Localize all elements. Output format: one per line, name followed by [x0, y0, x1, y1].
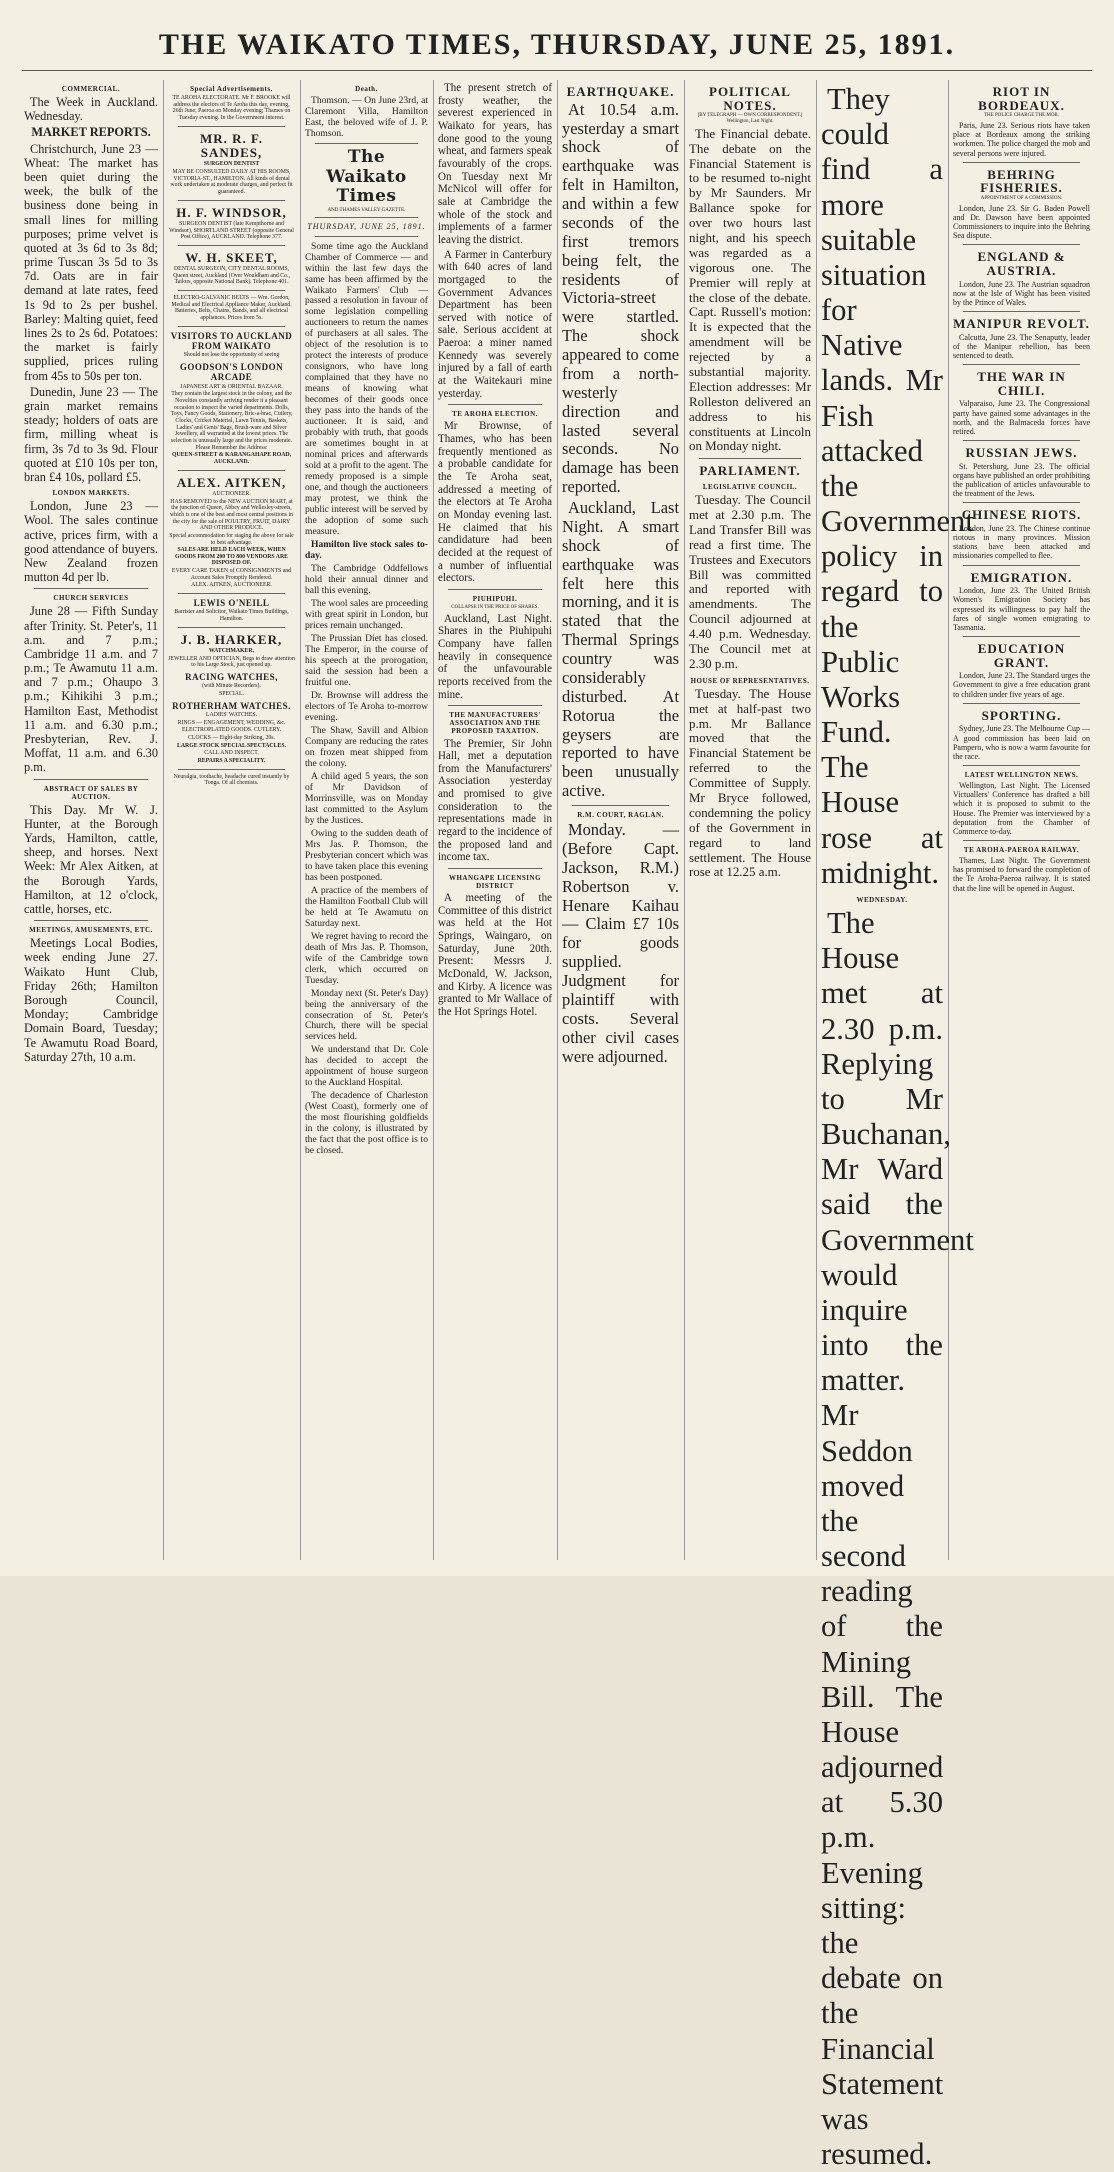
masthead-rule [22, 70, 1092, 71]
column-divider [300, 80, 301, 1560]
section-rule [963, 703, 1080, 704]
russian-jews-para: St. Petersburg, June 23. The official organs have published an order prohibiting the publication of articles unfavourable to the treatment of the Jews. [953, 461, 1090, 499]
piuhipuhi-para: Auckland, Last Night. Shares in the Piuhipuhi Company have fallen heavily in consequence of the unfavourable reports received from the mine. [438, 612, 552, 701]
behring-heading: BEHRING FISHERIES. [980, 166, 1063, 196]
accident-para: A Farmer in Canterbury with 640 acres of land mortgaged to the Government Advances Department has been served with notice of sale. Serious accident at Paeroa: a miner named Kennedy was severely injured by a fall of earth at the Waitekauri mine yesterday. [438, 248, 552, 400]
sandes-name: MR. R. F. SANDES, [199, 130, 264, 160]
rings-line: RINGS — ENGAGEMENT, WEDDING, &c. [177, 719, 286, 726]
leader-article: Some time ago the Auckland Chamber of Commerce — and within the last few days the same has been affirmed by the Waikato Farmers' Club — passed a resolution in favour of some legislation compelling auctioneers to return the names of purchasers at all sales. The object of the resolution is to protect the interests of produce consignors, who have long complained that they have no means of knowing what becomes of their goods once they pass into the hands of the auctioneer. It is said, and probably with truth, that goods are sometimes bought in at nominal prices and afterwards sold at a profit to the agent. The remedy proposed is a simple one, and though the auctioneers may protest, we think the public interest will be served by the adoption of some such measure. [305, 240, 428, 538]
local-item: Owing to the sudden death of Mrs Jas. P. Thomson, the Presbyterian concert which was to have taken place this evening has been postponed. [305, 827, 428, 883]
arcade-text: They contain the largest stock in the colony, and the Novelties constantly arriving render it a pleasant occasion to inspect the varied departments. Dolls, Toys, Fancy Goods, Stationery, Bric-a-brac, Cutlery, Clocks, Cricket Material, Lawn Tennis, Baskets, Ladies' and Gents' Bags, Brush-ware and Silver Jewellery, all warranted at the lowest prices. The selection is unusually large and the prices moderate. Please Remember the Address: [170, 391, 293, 451]
emigration-heading: EMIGRATION. [970, 569, 1073, 585]
railway-heading: TE AROHA-PAEROA RAILWAY. [963, 846, 1080, 855]
column-divider [557, 80, 558, 1560]
house-heading: HOUSE OF REPRESENTATIVES. [690, 676, 810, 685]
column-4 [438, 80, 552, 1560]
column-divider [433, 80, 434, 1560]
wednesday-para: The House met at 2.30 p.m. Replying to Mr Buchanan, Mr Ward said the Government would inquire into the matter. Mr Seddon moved the second reading of the Mining Bill. The House adjourned at 5.30 p.m. Evening sitting: the debate on the Financial Statement was resumed. [821, 906, 974, 2172]
local-item: The Prussian Diet has closed. The Emperor, in the course of his speech at the prorogation, said the session had been a fruitful one. [305, 633, 428, 688]
local-item: Monday next (St. Peter's Day) being the anniversary of the consecration of St. Peter's Church, there will be special services held. [305, 987, 428, 1043]
council-para: Tuesday. The Council met at 2.30 p.m. The Land Transfer Bill was read a first time. The Trustees and Executors Bill was committed and reported with amendments. The Council adjourned at 4.40 p.m. Wednesday. The Council met at 2.30 p.m. [689, 492, 811, 671]
section-rule [963, 311, 1080, 312]
column-8-cable-news [953, 80, 1090, 1560]
commercial-subheading: MARKET REPORTS. [31, 125, 151, 140]
section-rule [963, 244, 1080, 245]
special-ads-heading: Special Advertisements. [190, 85, 273, 93]
licensing-heading: WHANGAPE LICENSING DISTRICT [448, 874, 542, 891]
aitken-title: AUCTIONEER. [212, 490, 251, 497]
court-heading: R.M. COURT, RAGLAN. [577, 811, 664, 820]
skeet-name: W. H. SKEET, [185, 249, 278, 265]
church-heading: CHURCH SERVICES [53, 594, 129, 603]
electroplated-line: ELECTROPLATED GOODS. CUTLERY. [181, 727, 282, 734]
harker-title: WATCHMAKER, [208, 648, 255, 655]
london-heading: LONDON MARKETS. [52, 489, 130, 498]
earthquake-para: At 10.54 a.m. yesterday a smart shock of earthquake was felt in Hamilton, and within a few seconds of the first tremors being felt, the residents of Victoria-street were startled. The shock appeared to come from a north-westerly direction and lasted several seconds. No damage has been reported. [562, 99, 679, 497]
visitors-line: VISITORS TO AUCKLAND FROM WAIKATO [170, 330, 293, 352]
section-rule [315, 217, 418, 218]
debate-para: They could find a more suitable situation for Native lands. Mr Fish attacked the Government policy in regard to the Public Works Fund. The House rose at midnight. [821, 82, 974, 890]
special-line: SPECIAL. [219, 691, 244, 698]
date-line: THURSDAY, JUNE 25, 1891. [307, 222, 426, 232]
section-rule [699, 458, 801, 459]
sporting-para: Sydney, June 23. The Melbourne Cup — A good commission has been laid on Pampero, who is now a warm favourite for the race. [953, 724, 1090, 761]
section-rule [178, 627, 285, 628]
meetings-para: Meetings Local Bodies, week ending June 27. Waikato Hunt Club, Friday 26th; Hamilton Borough Council, Monday; Cambridge Domain Board, Tuesday; Te Awamutu Road Board, Saturday 27th, 10 a.m. [24, 936, 158, 1064]
harker-name: J. B. HARKER, [180, 631, 283, 647]
manipur-para: Calcutta, June 23. The Senaputty, leader of the Manipur rebellion, has been sentenced to death. [953, 332, 1090, 361]
arcade-sub: JAPANESE ART & ORIENTAL BAZAAR. [180, 383, 283, 390]
local-item: The wool sales are proceeding with great spirit in London, but prices remain unchanged. [305, 598, 428, 632]
section-rule [178, 126, 285, 127]
behring-para: London, June 23. Sir G. Baden Powell and Dr. Dawson have been appointed Commissioners to inquire into the Behring Sea dispute. [953, 203, 1090, 241]
paper-subtitle: AND THAMES VALLEY GAZETTE. [327, 207, 406, 213]
section-rule [448, 868, 542, 869]
bordeaux-subheading: THE POLICE CHARGE THE MOB. [983, 113, 1060, 119]
chinese-riots-para: London, June 23. The Chinese continue riotous in many provinces. Mission stations have been attacked and missionaries compelled to flee. [953, 523, 1090, 561]
column-divider [163, 80, 164, 1560]
section-rule [963, 364, 1080, 365]
aitken-care: EVERY CARE TAKEN of CONSIGNMENTS and Account Sales Promptly Rendered. [171, 568, 292, 581]
ladies-watches: LADIES' WATCHES. [205, 712, 258, 719]
wednesday-heading: WEDNESDAY. [856, 895, 908, 904]
local-item: A child aged 5 years, the son of Mr Davidson of Morrinsville, was on Monday last committed to the Asylum by the Justices. [305, 770, 428, 826]
local-item-heading: Hamilton live stock sales to-day. [305, 539, 428, 562]
call-line: CALL AND INSPECT. [204, 750, 259, 757]
section-rule [963, 636, 1080, 637]
section-rule [963, 565, 1080, 566]
column-divider [816, 80, 817, 1560]
section-rule [315, 143, 418, 144]
bordeaux-heading: RIOT IN BORDEAUX. [978, 84, 1065, 113]
column-divider [684, 80, 685, 1560]
emigration-para: London, June 23. The United British Women's Emigration Society has expressed its willingness to pay half the fares of single women emigrating to Tasmania. [953, 586, 1090, 632]
aitken-name: ALEX. AITKEN, [176, 474, 287, 490]
death-notice: Thomson. — On June 23rd, at Claremont Villa, Hamilton East, the beloved wife of J. P. Thomson. [305, 95, 428, 139]
aitken-sales: SALES ARE HELD EACH WEEK, WHEN GOODS FROM 200 TO 800 VENDORS ARE DISPOSED OF. [174, 547, 289, 567]
austria-heading: ENGLAND & AUSTRIA. [977, 249, 1066, 278]
repairs-line: REPAIRS A SPECIALITY. [197, 757, 266, 764]
wellington-heading: LATEST WELLINGTON NEWS. [964, 771, 1079, 780]
licensing-para: A meeting of the Committee of this district was held at the Hot Springs, Waingaro, on Saturday, June 20th. Present: Messrs J. McDonald, W. Jackson, and Kirby. A licence was granted to Mr Wallace of the Hot Springs Hotel. [438, 892, 552, 1019]
manufacturers-para: The Premier, Sir John Hall, met a deputation from the Manufacturers' Association yesterday and promised to give consideration to the representations made in regard to the incidence of the proposed land and income tax. [438, 737, 552, 864]
oneill-name: LEWIS O'NEILL [193, 598, 270, 609]
commercial-para: Dunedin, June 23 — The grain market remains steady; holders of oats are firm, milling wheat is firm, 3s 7d to 3s 9d. Flour quoted at £10 10s per ton, bran £4 10s, pollard £5. [24, 384, 158, 484]
political-notes-para: The Financial debate. The debate on the Financial Statement is to be resumed to-night by Mr Saunders. Mr Ballance spoke for over two hours last night, and his speech was regarded as a vigorous one. The Premier will reply at the close of the debate. Capt. Russell's motion: It is expected that the amendment will be rejected by a substantial majority. Election addresses: Mr Rolleston delivered an address to his constituents at Lincoln on Monday night. [689, 125, 811, 454]
education-heading: EDUCATION GRANT. [977, 641, 1066, 670]
spectacles-line: LARGE STOCK SPECIAL SPECTACLES. [177, 742, 286, 749]
windsor-text: SURGEON DENTIST (late Kempthorne and Windsor), SHORTLAND STREET (opposite General Post Office), AUCKLAND. Telephone 377. [169, 220, 294, 241]
piuhipuhi-heading: PIUHIPUHI. [472, 594, 518, 603]
electorate-notice: TE AROHA ELECTORATE. Mr F. BROOKE will address the electors of Te Aroha this day, evening, 26th June; Paeroa on Monday evening; Thames on Tuesday evening. In the Government interest. [172, 95, 291, 122]
education-para: London, June 23. The Standard urges the Government to give a free education grant to children under five years of age. [953, 671, 1090, 699]
skeet-text: DENTAL SURGEON, CITY DENTAL ROOMS, Queen street, Auckland (Over Wouldham and Co., Tailors, opposite National Bank). Telephone 401. [173, 266, 290, 286]
section-rule [34, 779, 148, 780]
arcade-name: GOODSON'S LONDON ARCADE [179, 362, 284, 383]
political-notes-heading: POLITICAL NOTES. [709, 84, 791, 113]
chili-para: Valparaiso, June 23. The Congressional party have gained some advantages in the north, and the Balmaceda forces have retired. [953, 399, 1090, 436]
racing-watches: RACING WATCHES, [185, 672, 278, 683]
section-rule [448, 705, 542, 706]
harker-text: JEWELLER AND OPTICIAN, Begs to draw attention to his Large Stock, just opened up. [168, 655, 295, 669]
bordeaux-para: Paris, June 23. Serious riots have taken place at Bordeaux among the striking workmen. The police charged the mob and several persons were injured. [953, 121, 1090, 158]
section-rule [963, 765, 1080, 766]
court-para: Monday. — (Before Capt. Jackson, R.M.) Robertson v. Henare Kaihau — Claim £7 10s for goods supplied. Judgment for plaintiff with costs. Several other civil cases were adjourned. [562, 820, 679, 1066]
railway-para: Thames, Last Night. The Government has promised to forward the completion of the Te Aroha-Paeroa railway. It is stated that the line will be opened in August. [953, 856, 1090, 893]
windsor-name: H. F. WINDSOR, [176, 204, 287, 220]
column-5 [562, 80, 679, 1560]
section-rule [572, 805, 669, 806]
column-6 [689, 80, 811, 1560]
section-rule [178, 326, 285, 327]
wellington-para: Wellington, Last Night. The Licensed Victuallers' Conference has drafted a bill which it is proposed to submit to the House. The Premier was interviewed by a deputation from the Chamber of Commerce to-day. [953, 781, 1090, 836]
section-rule [178, 245, 285, 246]
visitors-sub: Should not lose the opportunity of seeing [183, 352, 280, 359]
local-item: We regret having to record the death of Mrs Jas. P. Thomson, wife of the Cambridge town clerk, which occurred on Tuesday. [305, 930, 428, 986]
commercial-heading: COMMERCIAL. [61, 85, 121, 93]
abstract-para: This Day. Mr W. J. Hunter, at the Borough Yards, Hamilton, cattle, sheep, and horses. Next Week: Mr Alex Aitken, at the Borough Yards, Hamilton, at 12 o'clock, cattle, horses, etc. [24, 802, 158, 916]
section-rule [448, 404, 542, 405]
sporting-heading: SPORTING. [981, 707, 1062, 723]
rotherham-watches: ROTHERHAM WATCHES. [172, 700, 291, 711]
local-item: Dr. Brownse will address the electors of Te Aroha to-morrow evening. [305, 689, 428, 723]
oneill-text: Barrister and Solicitor, Waikato Times Buildings, Hamilton. [174, 609, 289, 623]
death-heading: Death. [355, 85, 378, 93]
section-rule [963, 162, 1080, 163]
column-7 [821, 80, 974, 2172]
aitken-signature: ALEX. AITKEN, AUCTIONEER. [191, 582, 272, 589]
church-para: June 28 — Fifth Sunday after Trinity. St. Peter's, 11 a.m. and 7 p.m.; Cambridge 11 a.m. and 7 p.m.; Te Awamutu 11 a.m. and 7 p.m.; Ohaupo 3 p.m.; Kihikihi 3 p.m.; Hamilton East, Methodist 11 a.m. and 6.30 p.m.; Presbyterian, Rev. J. Moffat, 11 a.m. and 6.30 p.m. [24, 604, 158, 775]
house-para: Tuesday. The House met at half-past two p.m. Mr Ballance moved that the Financial Statement be referred to the Committee of Supply. Mr Bryce followed, condemning the policy of the Government in regard to land settlement. The House rose at 12.25 a.m. [689, 685, 811, 880]
commercial-para: The Week in Auckland. Wednesday. [24, 95, 158, 124]
section-rule [963, 502, 1080, 503]
earthquake-auckland-para: Auckland, Last Night. A smart shock of earthquake was felt here this morning, and it is stated that the Thermal Springs country was considerably disturbed. At Rotorua the geysers are reported to have been unusually active. [562, 498, 679, 801]
commercial-para: Christchurch, June 23 — Wheat: The market has been quiet during the week, the bulk of the business done being in small lines for milling purposes; prime velvet is quoted at 3s 6d to 3s 8d; prime Tuscan 3s 5d to 3s 7d. Oats are in fair demand at late rates, feed 1s 9d to 2s per bushel. Barley: Malting quiet, feed lines 2s to 2s 6d. Potatoes: the market is fairly supplied, prices ruling from 45s to 50s per ton. [24, 141, 158, 383]
local-item: The Cambridge Oddfellows hold their annual dinner and ball this evening. [305, 563, 428, 597]
section-rule [448, 589, 542, 590]
local-item: The decadence of Charleston (West Coast), formerly one of the most flourishing goldfields in the colony, is illustrated by the fact that the post office is to be closed. [305, 1090, 428, 1157]
electro-belts-text: ELECTRO-GALVANIC BELTS — Wm. Gordon, Medical and Electrical Appliance Maker, Auckland. Batteries, Belts, Chains, Bands, and all electrical appliances. Prices from 5s. [171, 295, 292, 322]
arcade-address: QUEEN-STREET & KARANGAHAPE ROAD, AUCKLAND. [171, 452, 292, 465]
section-rule [34, 588, 148, 589]
political-notes-byline: [BY TELEGRAPH — OWN CORRESPONDENT.] Wellington, Last Night. [697, 113, 803, 125]
racing-sub: (with Minute Recorders). [202, 683, 261, 690]
column-3-editorial [305, 80, 428, 1560]
local-item: The Shaw, Savill and Albion Company are reducing the rates on frozen meat shipped from the colony. [305, 724, 428, 769]
manipur-heading: MANIPUR REVOLT. [953, 316, 1090, 332]
footer-note: Neuralgia, toothache, headache cured instantly by Tonga. Of all chemists. [173, 773, 290, 787]
aitken-special: Special accommodation for staging the above for sale to best advantage. [169, 532, 294, 546]
london-para: London, June 23 — Wool. The sales continue active, prices firm, with a good attendance of buyers. New Zealand frozen mutton 4d per lb. [24, 499, 158, 585]
column-1 [24, 80, 158, 1560]
masthead-title: THE WAIKATO TIMES, THURSDAY, JUNE 25, 1891. [158, 28, 956, 61]
meetings-heading: MEETINGS, AMUSEMENTS, ETC. [29, 926, 153, 935]
column-2-advertisements [168, 80, 295, 1560]
section-rule [34, 920, 148, 921]
manufacturers-heading: THE MANUFACTURERS' ASSOCIATION AND THE PROPOSED TAXATION. [449, 711, 541, 736]
section-rule [178, 769, 285, 770]
behring-subheading: APPOINTMENT OF A COMMISSION. [980, 195, 1063, 201]
paper-title: The Waikato Times [326, 146, 407, 207]
section-rule [963, 440, 1080, 441]
section-rule [178, 470, 285, 471]
local-item: A practice of the members of the Hamilton Football Club will be held at Te Awamutu on Saturday next. [305, 884, 428, 929]
parliament-heading: PARLIAMENT. [699, 463, 801, 479]
russian-jews-heading: RUSSIAN JEWS. [965, 445, 1078, 461]
section-rule [178, 200, 285, 201]
frost-para: The present stretch of frosty weather, the severest experienced in Waikato for years, has done good to the young wheat, and farmers speak favourably of the crops. On Tuesday next Mr McNicol will offer for sale at Cambridge the whole of the stock and implements of a farmer leaving the district. [438, 82, 552, 246]
austria-para: London, June 23. The Austrian squadron now at the Isle of Wight has been visited by the Prince of Wales. [953, 279, 1090, 307]
sandes-title: SURGEON DENTIST [203, 161, 260, 168]
aroha-election-heading: TE AROHA ELECTION. [452, 410, 538, 419]
earthquake-heading: EARTHQUAKE. [566, 84, 675, 99]
aroha-election-para: Mr Brownse, of Thames, who has been frequently mentioned as a probable candidate for the Te Aroha seat, addressed a meeting of the electors at Te Aroha on Monday evening last. He claimed that his candidature had been decided at the request of a number of influential electors. [438, 420, 552, 585]
section-rule [178, 290, 285, 291]
chinese-riots-heading: CHINESE RIOTS. [961, 507, 1082, 523]
sandes-text: MAY BE CONSULTED DAILY AT HIS ROOMS, VICTORIA-ST., HAMILTON. All kinds of dental work undertaken at moderate charges, and perfect fit guaranteed. [170, 168, 293, 195]
clocks-line: CLOCKS — Eight-day Striking, 20s. [188, 734, 275, 741]
piuhipuhi-subheading: COLLAPSE IN THE PRICE OF SHARES. [451, 605, 539, 611]
abstract-heading: ABSTRACT OF SALES BY AUCTION. [43, 784, 139, 801]
section-rule [178, 593, 285, 594]
local-item: We understand that Dr. Cole has decided to accept the appointment of house surgeon to the Auckland Hospital. [305, 1044, 428, 1089]
aitken-text: HAS REMOVED to the NEW AUCTION MART, at the junction of Queen, Abbey and Wellesley-streets, which is one of the best and most central positions in the city for the sale of POULTRY, FRUIT, DAIRY AND OTHER PRODUCE. [169, 498, 293, 532]
council-heading: LEGISLATIVE COUNCIL. [702, 483, 798, 492]
section-rule [315, 236, 418, 237]
chili-heading: THE WAR IN CHILI. [977, 369, 1066, 398]
section-rule [963, 840, 1080, 841]
column-divider [948, 80, 949, 1560]
